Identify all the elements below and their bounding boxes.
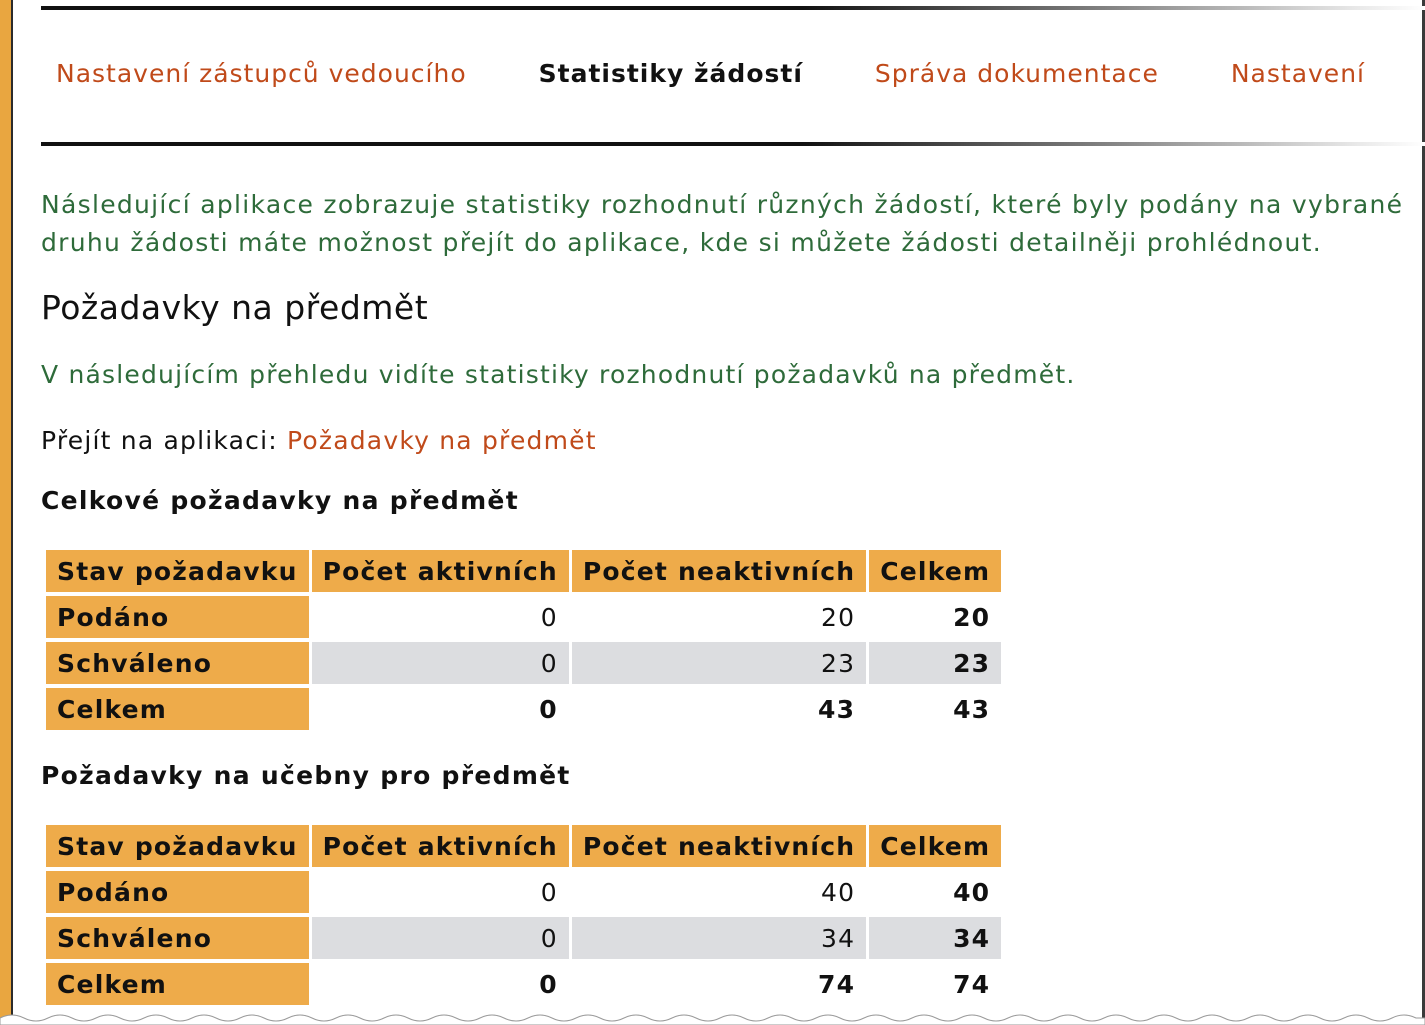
row-label: Schváleno <box>46 917 309 959</box>
cell-total: 23 <box>869 642 1001 684</box>
section-description: V následujícím přehledu vidíte statistiky rozhodnutí požadavků na předmět. <box>41 360 1076 389</box>
header-active: Počet aktivních <box>312 550 569 592</box>
cell-total: 43 <box>869 688 1001 730</box>
table-row <box>46 963 1001 1005</box>
stats-table-classrooms <box>43 821 1004 1009</box>
header-status: Stav požadavku <box>46 825 309 867</box>
table-row <box>46 917 1001 959</box>
cell-inactive: 74 <box>572 963 866 1005</box>
tab-navigation <box>56 55 1425 91</box>
cell-active: 0 <box>312 642 569 684</box>
tab-deputy-settings[interactable]: Nastavení zástupců vedoucího <box>56 58 467 88</box>
cell-total: 74 <box>869 963 1001 1005</box>
row-label: Celkem <box>46 688 309 730</box>
cell-total: 34 <box>869 917 1001 959</box>
header-active: Počet aktivních <box>312 825 569 867</box>
torn-edge <box>0 1012 1425 1025</box>
row-label: Schváleno <box>46 642 309 684</box>
intro-line-2: druhu žádosti máte možnost přejít do aplikace, kde si můžete žádosti detailněji prohlédnout. <box>41 228 1322 257</box>
table-row <box>46 596 1001 638</box>
table-title: Požadavky na učebny pro předmět <box>41 761 571 790</box>
row-label: Celkem <box>46 963 309 1005</box>
header-status: Stav požadavku <box>46 550 309 592</box>
intro-text <box>41 186 1421 262</box>
cell-active: 0 <box>312 871 569 913</box>
row-label: Podáno <box>46 871 309 913</box>
cell-active: 0 <box>312 596 569 638</box>
cell-total: 20 <box>869 596 1001 638</box>
tab-request-statistics[interactable]: Statistiky žádostí <box>538 58 803 88</box>
header-inactive: Počet neaktivních <box>572 825 866 867</box>
table-header-row <box>46 550 1001 592</box>
row-label: Podáno <box>46 596 309 638</box>
goto-app-link[interactable]: Požadavky na předmět <box>287 426 597 455</box>
cell-inactive: 43 <box>572 688 866 730</box>
top-divider <box>41 6 1425 10</box>
header-total: Celkem <box>869 825 1001 867</box>
cell-total: 40 <box>869 871 1001 913</box>
table-row <box>46 642 1001 684</box>
cell-active: 0 <box>312 688 569 730</box>
header-inactive: Počet neaktivních <box>572 550 866 592</box>
intro-line-1: Následující aplikace zobrazuje statistiky rozhodnutí různých žádostí, které byly podány na vybrané <box>41 190 1404 219</box>
cell-inactive: 34 <box>572 917 866 959</box>
table-header-row <box>46 825 1001 867</box>
tab-settings[interactable]: Nastavení <box>1230 58 1365 88</box>
section-title: Požadavky na předmět <box>41 288 429 327</box>
goto-app <box>41 426 597 455</box>
cell-active: 0 <box>312 963 569 1005</box>
header-total: Celkem <box>869 550 1001 592</box>
cell-active: 0 <box>312 917 569 959</box>
stats-table-total <box>43 546 1004 734</box>
table-title: Celkové požadavky na předmět <box>41 486 519 515</box>
left-accent-bar <box>0 0 13 1025</box>
cell-inactive: 20 <box>572 596 866 638</box>
goto-label: Přejít na aplikaci: <box>41 426 278 455</box>
nav-divider <box>41 142 1425 146</box>
tab-documentation[interactable]: Správa dokumentace <box>874 58 1159 88</box>
cell-inactive: 40 <box>572 871 866 913</box>
table-row <box>46 688 1001 730</box>
cell-inactive: 23 <box>572 642 866 684</box>
table-row <box>46 871 1001 913</box>
